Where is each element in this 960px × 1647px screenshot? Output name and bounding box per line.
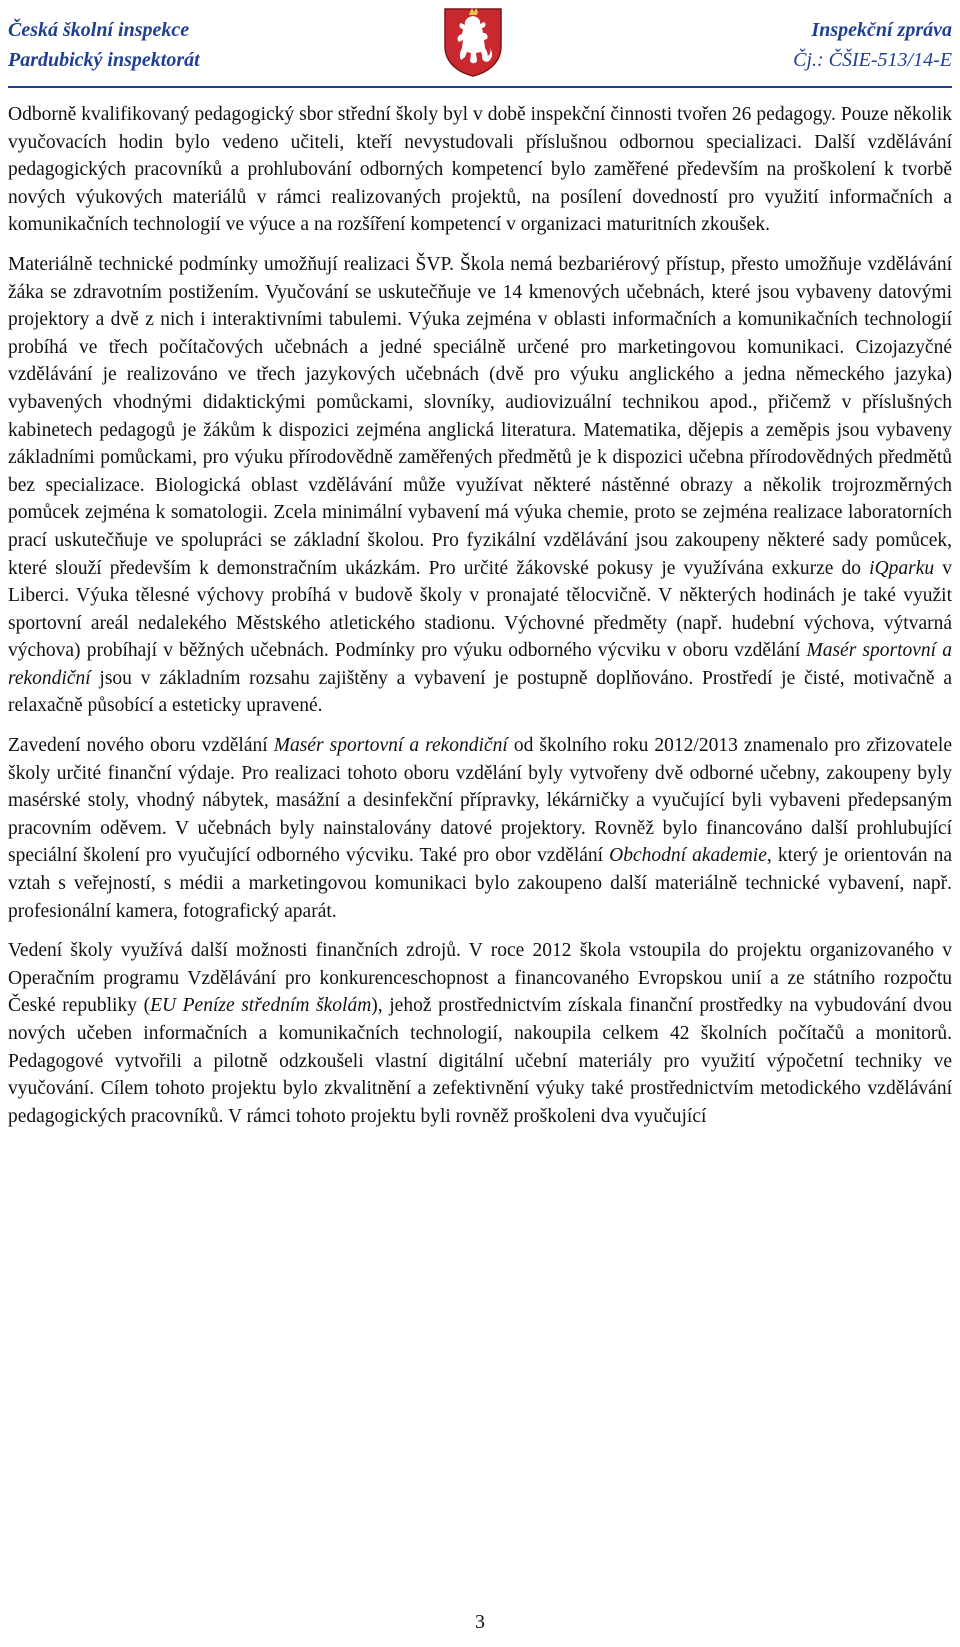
paragraph-facilities [8, 251, 952, 720]
paragraph-text: v Liberci. Výuka tělesné výchovy probíhá v budově školy v pronajaté tělocvičně. V některých hodinách je také využit sportovní areál nedalekého Městského atletického stadionu. Výchovné předměty (např. hudební výchova, výtvarná výchova) probíhají v běžných učebnách. Podmínky pro výuku odborného výcviku v oboru vzdělání [8, 557, 953, 662]
inspectorate-name: Pardubický inspektorát [8, 49, 200, 71]
emphasis-text: Obchodní akademie [609, 845, 767, 867]
page-number: 3 [475, 1611, 485, 1633]
header-right [793, 15, 952, 75]
paragraph-text: , který je orientován na vztah s veřejností, s médii a marketingovou komunikaci bylo zakoupeno další materiálně technické vybavení, např. profesionální kamera, fotografický aparát. [8, 845, 952, 922]
org-name: Česká školní inspekce [8, 19, 190, 41]
emphasis-text: Masér sportovní a rekondiční [8, 640, 952, 689]
header-divider [8, 86, 952, 88]
paragraph-text: od školního roku 2012/2013 znamenalo pro zřizovatele školy určité finanční výdaje. Pro realizaci tohoto oboru vzdělání byly vytvořeny dvě odborné učebny, zakoupeny byly masérské stoly, vhodný nábytek, masážní a desinfekční přípravky, lékárničky a vyučující byli vybaveni předepsaným pracovním oděvem. V učebnách byly nainstalovány datové projektory. Rovněž bylo financováno další prohlubující speciální školení pro vyučující odborného výcviku. Také pro obor vzdělání [8, 735, 952, 867]
emphasis-text: EU Peníze středním školám [150, 995, 372, 1017]
paragraph-text: Zavedení nového oboru vzdělání [8, 735, 274, 757]
emphasis-text: iQparku [869, 557, 935, 579]
document-body [8, 101, 952, 1130]
paragraph-text: Vedení školy využívá další možnosti finančních zdrojů. V roce 2012 škola vstoupila do projektu organizovaného v Operačním programu Vzdělávání pro konkurenceschopnost a financovaného Evropskou unií a ze státního rozpočtu České republiky ( [8, 940, 952, 1017]
paragraph-new-program [8, 732, 952, 925]
paragraph-text: Odborně kvalifikovaný pedagogický sbor střední školy byl v době inspekční činnosti tvořen 26 pedagogy. Pouze několik vyučovacích hodin bylo vedeno učiteli, kteří nevystudovali příslušnou odbornou specializaci. Další vzdělávání pedagogických pracovníků a prohlubování odborných kompetencí bylo zaměřené především na proškolení k tvorbě nových výukových materiálů v rámci realizovaných projektů, na posílení dovedností pro využití informačních a komunikačních technologií ve výuce a na rozšíření kompetencí v organizaci maturitních zkoušek. [8, 104, 952, 236]
reference-number: Čj.: ČŠIE-513/14-E [793, 49, 952, 71]
paragraph-staff [8, 101, 952, 239]
paragraph-text: ), jehož prostřednictvím získala finanční prostředky na vybudování dvou nových učeben informačních a komunikačních technologií, nakoupila celkem 42 školních počítačů a monitorů. Pedagogové vytvořili a pilotně odzkoušeli vlastní digitální učební materiály pro využití výpočetní techniky ve vyučování. Cílem tohoto projektu bylo zkvalitnění a zefektivnění výuky také prostřednictvím metodického vzdělávání pedagogických pracovníků. V rámci tohoto projektu byli rovněž proškoleni dva vyučující [8, 995, 952, 1127]
document-type: Inspekční zpráva [811, 19, 952, 41]
paragraph-funding [8, 937, 952, 1130]
emphasis-text: Masér sportovní a rekondiční [273, 735, 508, 757]
header-left [8, 15, 200, 75]
paragraph-text: jsou v základním rozsahu zajištěny a vybavení je postupně doplňováno. Prostředí je čisté, motivačně a relaxačně působící a esteticky upravené. [8, 667, 952, 717]
coat-of-arms-icon [442, 6, 504, 78]
paragraph-text: Materiálně technické podmínky umožňují realizaci ŠVP. Škola nemá bezbariérový přístup, přesto umožňuje vzdělávání žáka se zdravotním postižením. Vyučování se uskutečňuje ve 14 kmenových učebnách, které jsou vybaveny datovými projektory a dvě z nich i interaktivními tabulemi. Výuka zejména v oblasti informačních a komunikačních technologií probíhá ve třech počítačových učebnách a jedné speciálně určené pro marketingovou komunikaci. Cizojazyčné vzdělávání je realizováno ve třech jazykových učebnách (dvě pro výuku anglického a jedna německého jazyka) vybavených vhodnými didaktickými pomůckami, slovníky, audiovizuální technikou apod., přičemž v příslušných kabinetech pedagogů je žákům k dispozici zejména anglická literatura. Matematika, dějepis a zeměpis jsou vybaveny základními pomůckami, pro výuku přírodovědně zaměřených předmětů je k dispozici učebna přírodovědných předmětů bez specializace. Biologická oblast vzdělávání může využívat některé nástěnné obrazy a několik trojrozměrných pomůcek zejména k somatologii. Zcela minimální vybavení má výuka chemie, proto se zejména realizace laboratorních prací uskutečňuje ve spolupráci se základní školou. Pro fyzikální vzdělávání jsou zakoupeny některé sady pomůcek, které slouží především k demonstračním ukázkám. Pro určité žákovské pokusy je využívána exkurze do [8, 253, 952, 579]
